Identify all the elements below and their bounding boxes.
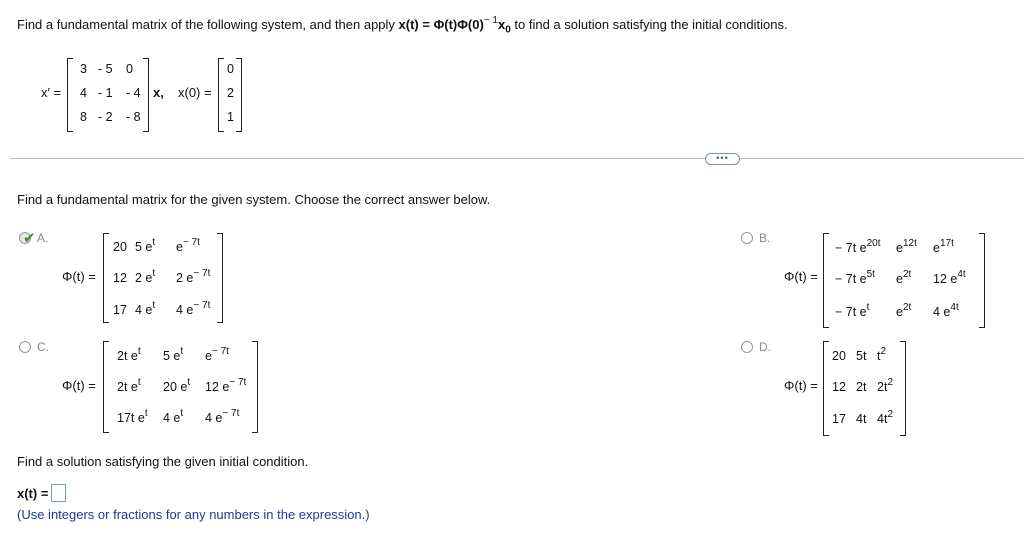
option-d-right-bracket — [900, 341, 906, 436]
option-c-cell: 2t $e^t$ — [117, 346, 141, 363]
matrix-a-right-bracket — [143, 58, 149, 132]
more-options-button[interactable]: ••• — [705, 153, 740, 165]
option-a-right-bracket — [217, 233, 223, 323]
option-c-phi-label: Φ(t) = — [62, 378, 96, 393]
option-b-cell: $e^{2t}$ — [896, 302, 912, 319]
option-c-cell: 20 $e^t$ — [163, 377, 191, 394]
question-text-b: to find a solution satisfying the initial conditions. — [510, 17, 788, 32]
option-a-cell: 12 — [113, 271, 127, 285]
option-d-left-bracket — [823, 341, 829, 436]
option-c-cell: 17t $e^t$ — [117, 408, 148, 425]
option-d-cell: $4t^2$ — [877, 409, 893, 426]
option-b-cell: 4 $e^{4t}$ — [933, 302, 959, 319]
option-a-cell: 17 — [113, 303, 127, 317]
option-c-cell: 4 $e^{- 7t}$ — [205, 408, 240, 425]
option-c-cell: 2t $e^t$ — [117, 377, 141, 394]
option-a-cell: 4 $e^{- 7t}$ — [176, 300, 211, 317]
formula-exponent: − 1 — [483, 15, 498, 26]
option-d-cell: $2t^2$ — [877, 377, 893, 394]
formula-x0-sub: 0 — [505, 24, 511, 36]
option-a-phi-label: Φ(t) = — [62, 269, 96, 284]
option-b-cell: $e^{12t}$ — [896, 238, 917, 255]
matrix-a-cell: 4 — [80, 86, 87, 100]
formula-main: x(t) = Φ(t)Φ(0) — [398, 17, 484, 32]
formula-x0: x — [497, 17, 506, 32]
option-d-cell: 4t — [856, 412, 867, 426]
option-b-label: B. — [759, 231, 771, 245]
option-a-cell: 20 — [113, 240, 127, 254]
section-divider — [10, 158, 1024, 159]
question-text — [17, 17, 788, 36]
matrix-a-left-bracket — [67, 58, 73, 132]
part1-prompt: Find a fundamental matrix for the given system. Choose the correct answer below. — [17, 192, 491, 207]
x0-cell: 1 — [227, 110, 234, 124]
option-d-cell: $t^2$ — [877, 346, 887, 363]
answer-hint: (Use integers or fractions for any numbers in the expression.) — [17, 507, 370, 522]
x0-cell: 0 — [227, 62, 234, 76]
x0-left-bracket — [218, 58, 224, 132]
option-a-cell: 5 $e^t$ — [135, 237, 156, 254]
option-b-cell: − 7t $e^t$ — [835, 302, 870, 319]
option-b-cell: $e^{17t}$ — [933, 238, 954, 255]
option-d-cell: 12 — [832, 380, 846, 394]
option-b-radio[interactable] — [741, 232, 753, 244]
option-c-cell: 12 $e^{- 7t}$ — [205, 377, 247, 394]
system-lhs: x′ = — [41, 85, 62, 100]
matrix-a-cell: - 1 — [98, 86, 113, 100]
matrix-a-cell: - 5 — [98, 62, 113, 76]
answer-input[interactable] — [51, 484, 66, 502]
option-d-phi-label: Φ(t) = — [784, 378, 818, 393]
option-c-label: C. — [37, 340, 49, 354]
matrix-a-cell: - 8 — [126, 110, 141, 124]
option-b-cell: 12 $e^{4t}$ — [933, 269, 966, 286]
option-c-cell: 4 $e^t$ — [163, 408, 184, 425]
option-a-label: A. — [37, 231, 49, 245]
matrix-a-cell: 8 — [80, 110, 87, 124]
option-d-cell: 17 — [832, 412, 846, 426]
option-a-cell: 4 $e^t$ — [135, 300, 156, 317]
option-a-left-bracket — [103, 233, 109, 323]
option-b-right-bracket — [979, 233, 985, 328]
option-c-radio[interactable] — [19, 341, 31, 353]
option-d-radio[interactable] — [741, 341, 753, 353]
option-d-cell: 20 — [832, 349, 846, 363]
option-d-label: D. — [759, 340, 771, 354]
answer-label: x(t) = — [17, 486, 49, 501]
option-c-left-bracket — [103, 341, 109, 433]
option-d-cell: 2t — [856, 380, 867, 394]
option-b-cell: $e^{2t}$ — [896, 269, 912, 286]
option-b-left-bracket — [823, 233, 829, 328]
option-a-cell: 2 $e^t$ — [135, 268, 156, 285]
correct-check-icon: ✔ — [23, 230, 36, 247]
option-a-cell: 2 $e^{- 7t}$ — [176, 268, 211, 285]
matrix-a-cell: 0 — [126, 62, 133, 76]
option-d-cell: 5t — [856, 349, 867, 363]
initial-condition-label: x(0) = — [178, 85, 212, 100]
question-text-a: Find a fundamental matrix of the following system, and then apply — [17, 17, 399, 32]
option-c-right-bracket — [252, 341, 258, 433]
option-c-cell: $e^{- 7t}$ — [205, 346, 229, 363]
option-b-cell: − 7t $e^{20t}$ — [835, 238, 881, 255]
system-x-suffix: x, — [153, 85, 164, 100]
x0-cell: 2 — [227, 86, 234, 100]
matrix-a-cell: 3 — [80, 62, 87, 76]
x0-right-bracket — [236, 58, 242, 132]
option-b-cell: − 7t $e^{5t}$ — [835, 269, 875, 286]
part2-prompt: Find a solution satisfying the given initial condition. — [17, 454, 309, 469]
option-a-cell: $e^{- 7t}$ — [176, 237, 200, 254]
option-c-cell: 5 $e^t$ — [163, 346, 184, 363]
matrix-a-cell: - 4 — [126, 86, 141, 100]
matrix-a-cell: - 2 — [98, 110, 113, 124]
option-b-phi-label: Φ(t) = — [784, 269, 818, 284]
